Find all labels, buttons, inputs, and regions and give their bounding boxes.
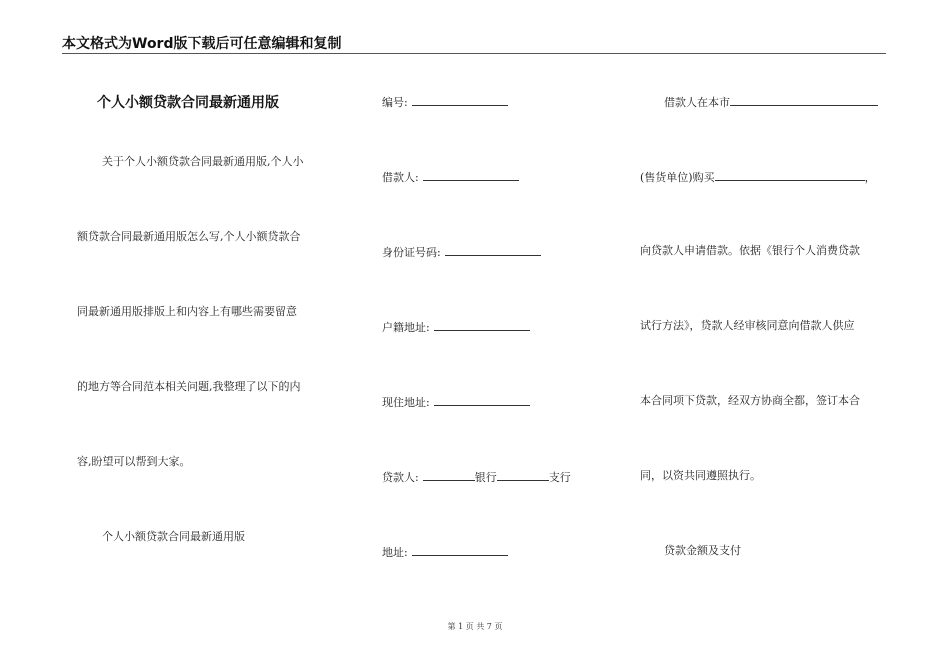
right-line-7: 贷款金额及支付 [664, 544, 741, 557]
right-line-1 [664, 94, 878, 110]
paragraph-line-2: 额贷款合同最新通用版怎么写,个人小额贷款合 [77, 230, 301, 243]
blank-line [423, 169, 519, 181]
field-address [382, 544, 508, 560]
blank-line [434, 319, 530, 331]
field-label: 编号: [382, 96, 408, 109]
document-title: 个人小额贷款合同最新通用版 [97, 95, 279, 111]
field-number [382, 94, 508, 110]
right-text: (售货单位)购买 [640, 171, 715, 184]
blank-line [497, 469, 549, 481]
paragraph-line-5: 容,盼望可以帮到大家。 [77, 455, 191, 468]
paragraph-line-1: 关于个人小额贷款合同最新通用版,个人小 [102, 155, 304, 168]
right-line-4: 试行方法》，贷款人经审核同意向借款人供应 [640, 319, 855, 332]
field-label: 借款人: [382, 171, 419, 184]
field-label: 身份证号码: [382, 246, 441, 259]
field-household-address [382, 319, 530, 335]
field-label: 现住地址: [382, 396, 430, 409]
right-line-5: 本合同项下贷款，经双方协商全都，签订本合 [640, 394, 860, 407]
blank-line [423, 469, 475, 481]
field-label: 户籍地址: [382, 321, 430, 334]
section-subtitle: 个人小额贷款合同最新通用版 [102, 530, 245, 543]
blank-line [412, 544, 508, 556]
paragraph-line-3: 同最新通用版排版上和内容上有哪些需要留意 [77, 305, 297, 318]
blank-line [445, 244, 541, 256]
field-label: 贷款人: [382, 471, 419, 484]
page-footer: 第 1 页 共 7 页 [447, 622, 503, 631]
right-line-6: 同，以资共同遵照执行。 [640, 469, 761, 482]
right-text: 借款人在本市 [664, 96, 730, 109]
field-current-address [382, 394, 530, 410]
header-text: 本文格式为Word版下载后可任意编辑和复制 [62, 36, 342, 52]
bank-label: 银行 [474, 471, 497, 484]
field-id-number [382, 244, 541, 260]
right-line-3: 向贷款人申请借款。依据《银行个人消费贷款 [640, 244, 860, 257]
branch-label: 支行 [548, 471, 571, 484]
blank-line [412, 94, 508, 106]
header-rule [62, 53, 886, 54]
comma: ， [864, 171, 876, 184]
blank-line [715, 169, 865, 181]
blank-line [434, 394, 530, 406]
right-line-2 [640, 169, 876, 185]
field-label: 地址: [382, 546, 408, 559]
field-borrower [382, 169, 519, 185]
blank-line [730, 94, 878, 106]
paragraph-line-4: 的地方等合同范本相关问题,我整理了以下的内 [77, 380, 301, 393]
field-lender [382, 469, 571, 485]
